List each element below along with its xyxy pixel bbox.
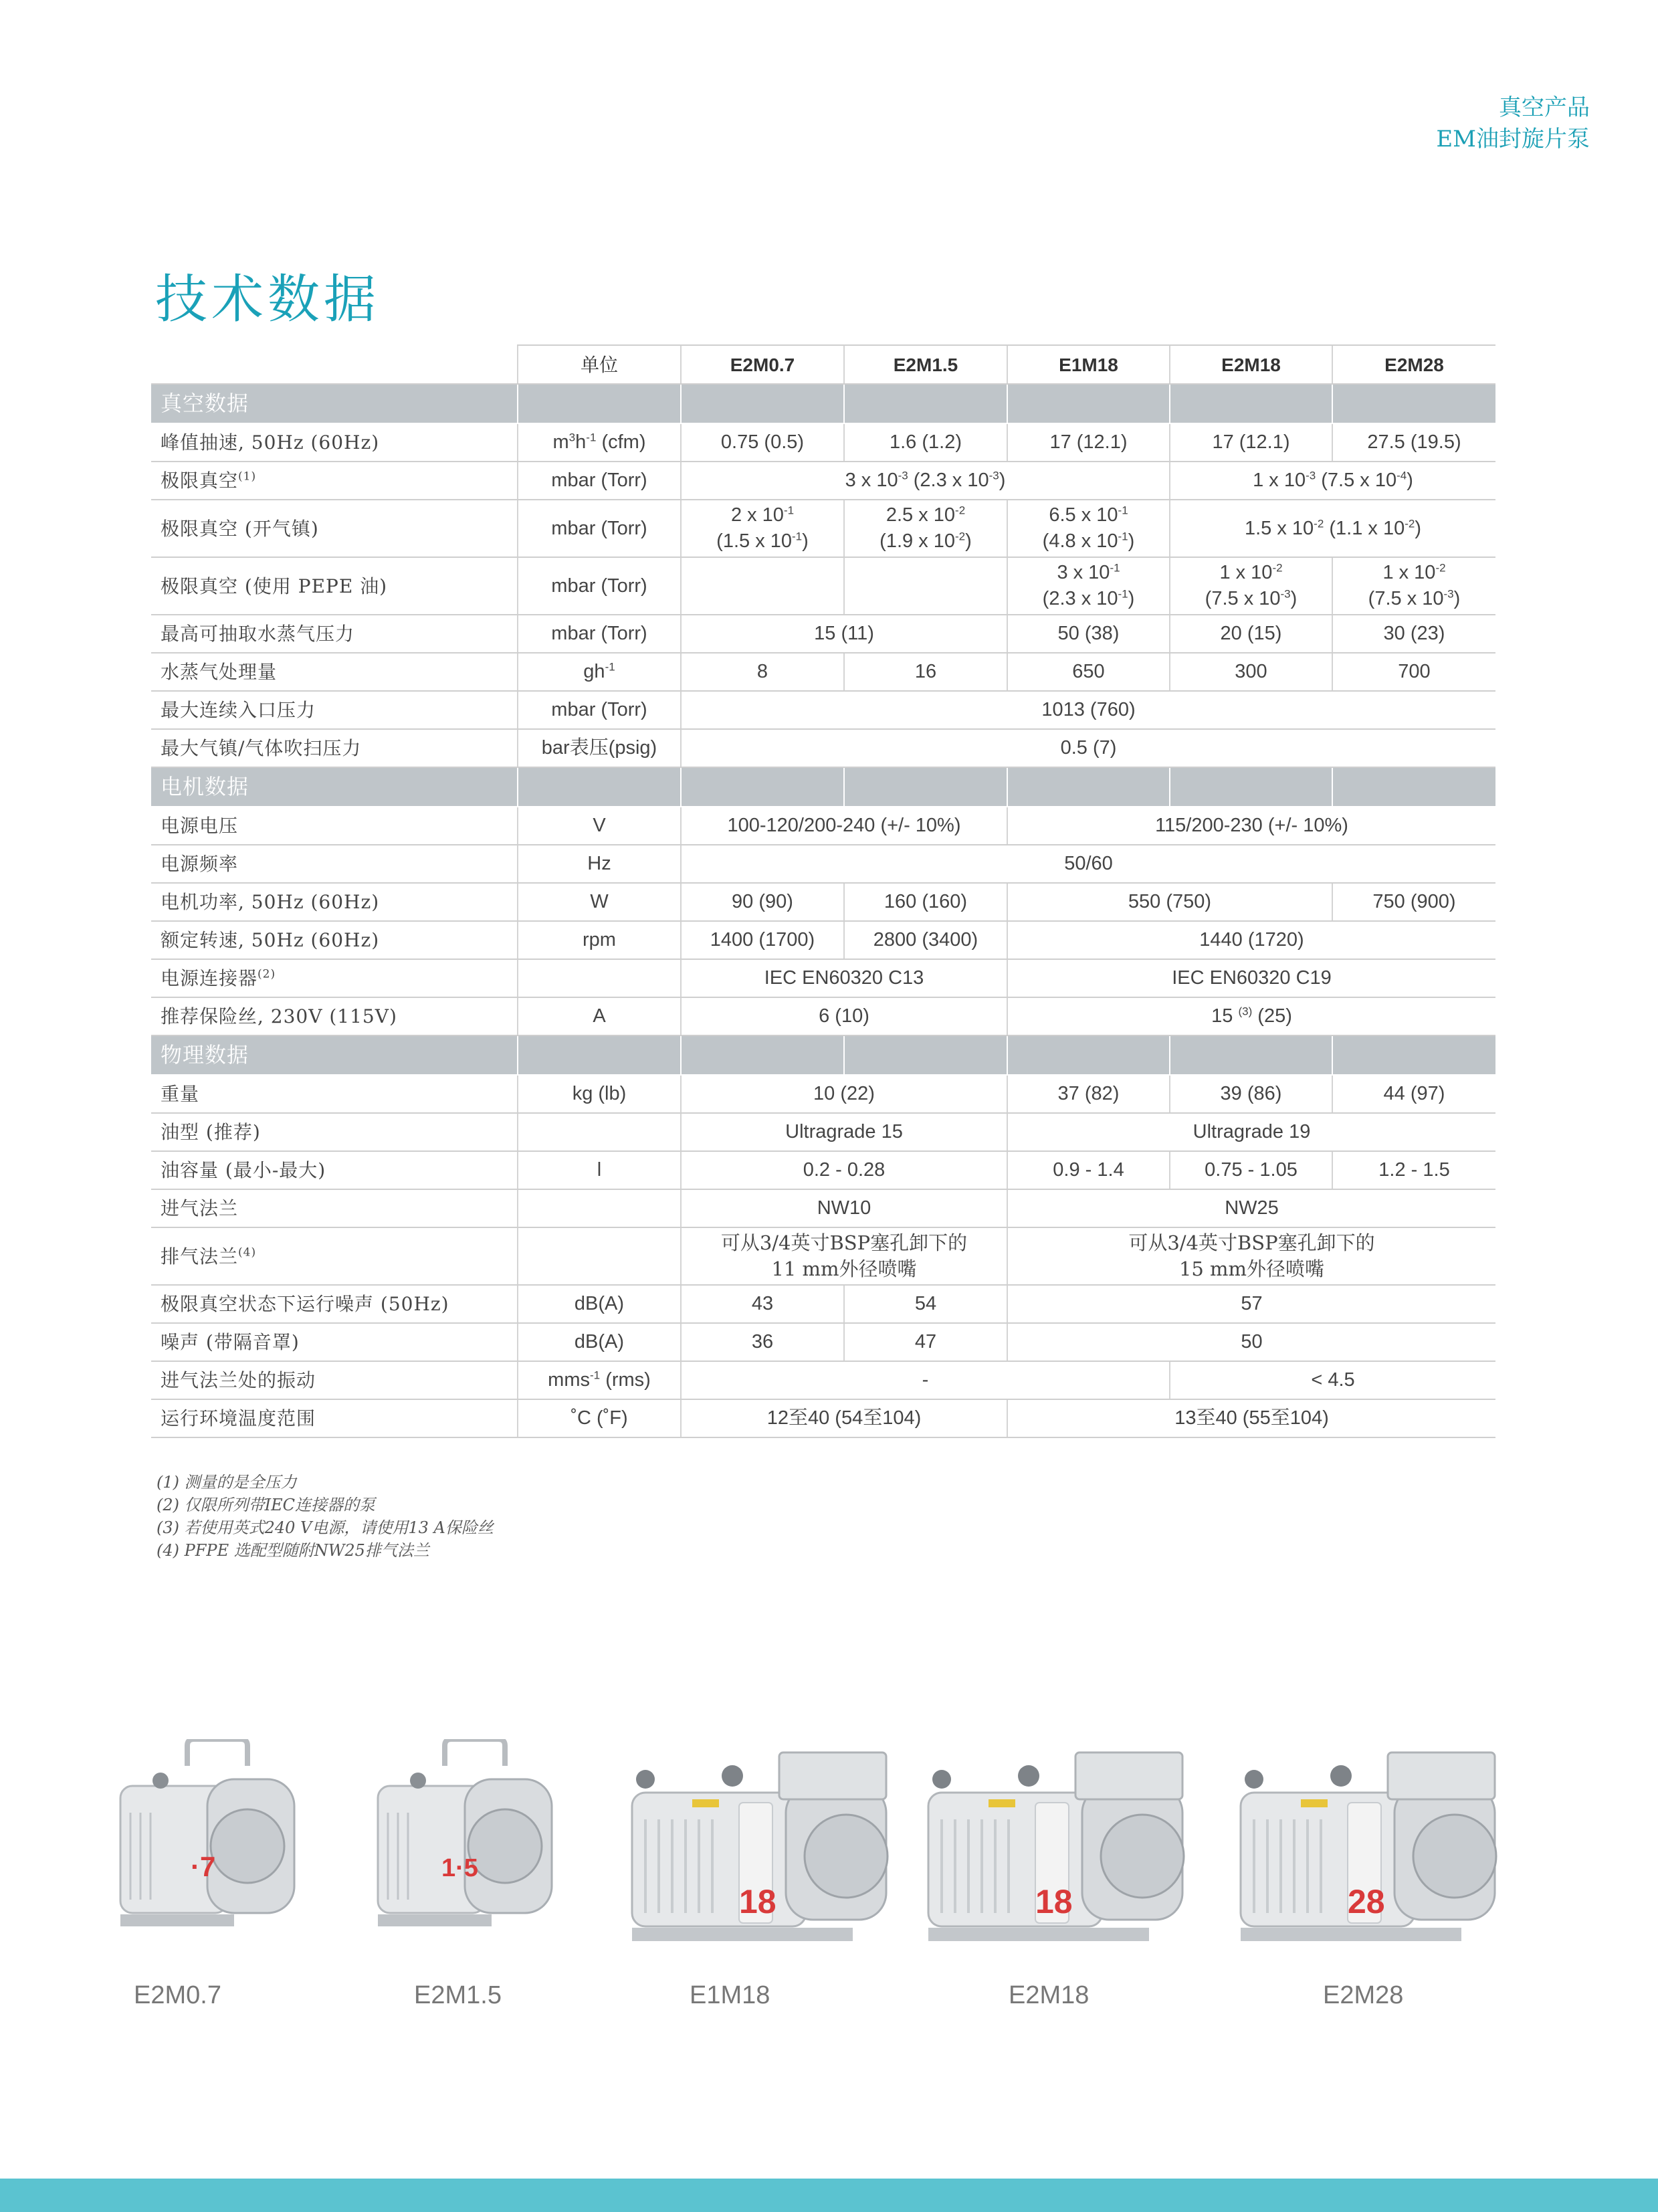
table-cell: 17 (12.1) [1007, 423, 1170, 462]
table-cell: 最大气镇/气体吹扫压力 [151, 729, 518, 767]
table-cell: 额定转速, 50Hz (60Hz) [151, 921, 518, 959]
table-cell [518, 384, 681, 423]
table-cell: 电源电压 [151, 807, 518, 845]
table-cell: mbar (Torr) [518, 557, 681, 615]
table-cell: 1 x $10^{-2}$ (7.5 x $10^{-3}$) [1170, 557, 1332, 615]
header-unit: 单位 [518, 345, 681, 384]
table-cell: 最大连续入口压力 [151, 691, 518, 729]
table-cell: bar表压(psig) [518, 729, 681, 767]
product-badge: 18 [1035, 1883, 1073, 1920]
table-cell [1170, 1035, 1332, 1075]
table-cell [681, 557, 844, 615]
table-cell [681, 1035, 844, 1075]
table-header-row [151, 345, 1495, 384]
product-name: E2M1.5 [414, 1981, 502, 2009]
table-cell [681, 384, 844, 423]
table-row [151, 1399, 1495, 1437]
table-cell [518, 1189, 681, 1227]
table-cell: 20 (15) [1170, 615, 1332, 653]
table-cell: 水蒸气处理量 [151, 653, 518, 691]
table-cell: 90 (90) [681, 883, 844, 921]
header-subcategory: EM油封旋片泵 [1436, 126, 1590, 153]
product-e1m18 [625, 1739, 920, 2009]
footnote: (1) 测量的是全压力 [157, 1473, 297, 1492]
table-cell: - [681, 1361, 1170, 1399]
table-row [151, 557, 1495, 615]
table-cell: 1.2 - 1.5 [1332, 1151, 1495, 1189]
table-cell: 160 (160) [844, 883, 1007, 921]
table-row [151, 500, 1495, 557]
pump-image [922, 1739, 1216, 1960]
header-model: E2M28 [1332, 345, 1495, 384]
table-cell: Ultragrade 19 [1007, 1113, 1495, 1151]
table-cell: 13至40 (55至104) [1007, 1399, 1495, 1437]
table-cell: 100-120/200-240 (+/- 10%) [681, 807, 1007, 845]
table-cell: 极限真空 (开气镇) [151, 500, 518, 557]
table-cell: kg (lb) [518, 1075, 681, 1113]
table-cell [518, 1227, 681, 1285]
footnote: (3) 若使用英式240 V电源，请使用13 A保险丝 [157, 1518, 494, 1537]
page-title: 技术数据 [155, 270, 381, 330]
table-cell [518, 767, 681, 807]
table-cell: 3 x $10^{-1}$ (2.3 x $10^{-1}$) [1007, 557, 1170, 615]
table-cell: l [518, 1151, 681, 1189]
table-row [151, 883, 1495, 921]
table-cell: 15 (11) [681, 615, 1007, 653]
table-cell: 57 [1007, 1285, 1495, 1323]
table-row [151, 1323, 1495, 1361]
table-row [151, 921, 1495, 959]
table-cell [844, 767, 1007, 807]
table-cell [518, 1113, 681, 1151]
table-cell [844, 557, 1007, 615]
table-cell: 54 [844, 1285, 1007, 1323]
pump-image [1234, 1739, 1528, 1960]
table-cell: W [518, 883, 681, 921]
table-row [151, 1285, 1495, 1323]
table-row [151, 1113, 1495, 1151]
table-cell: dB(A) [518, 1285, 681, 1323]
footnote: (2) 仅限所列带IEC连接器的泵 [157, 1496, 375, 1514]
table-cell: 750 (900) [1332, 883, 1495, 921]
table-cell: mbar (Torr) [518, 691, 681, 729]
table-row [151, 1189, 1495, 1227]
pump-image [365, 1739, 579, 1940]
table-cell: 47 [844, 1323, 1007, 1361]
table-cell: 重量 [151, 1075, 518, 1113]
table-cell: 0.75 - 1.05 [1170, 1151, 1332, 1189]
table-row [151, 959, 1495, 997]
table-cell: 排气法兰$^{(4)}$ [151, 1227, 518, 1285]
table-cell: $m^3h^{-1}$ (cfm) [518, 423, 681, 462]
table-row [151, 615, 1495, 653]
product-e2m07 [107, 1739, 321, 2009]
header-model: E2M0.7 [681, 345, 844, 384]
pump-image [625, 1739, 920, 1960]
table-cell: 1013 (760) [681, 691, 1495, 729]
table-cell: $gh^{-1}$ [518, 653, 681, 691]
table-cell: dB(A) [518, 1323, 681, 1361]
table-cell: V [518, 807, 681, 845]
product-badge: ·7 [191, 1851, 216, 1882]
table-cell [1007, 1035, 1170, 1075]
product-e2m18 [922, 1739, 1216, 2009]
table-cell: 电机功率, 50Hz (60Hz) [151, 883, 518, 921]
table-cell: 电源连接器$^{(2)}$ [151, 959, 518, 997]
table-cell: 极限真空$^{(1)}$ [151, 462, 518, 500]
table-cell: 12至40 (54至104) [681, 1399, 1007, 1437]
table-cell: 115/200-230 (+/- 10%) [1007, 807, 1495, 845]
header-category-block [1436, 92, 1590, 155]
table-row [151, 997, 1495, 1035]
table-cell: 300 [1170, 653, 1332, 691]
table-cell: 0.2 - 0.28 [681, 1151, 1007, 1189]
table-cell: 2 x $10^{-1}$ (1.5 x $10^{-1}$) [681, 500, 844, 557]
product-e2m28 [1234, 1739, 1528, 2009]
table-cell: mbar (Torr) [518, 462, 681, 500]
table-cell: 700 [1332, 653, 1495, 691]
header-model: E2M1.5 [844, 345, 1007, 384]
product-name: E1M18 [690, 1981, 770, 2009]
table-cell [1007, 767, 1170, 807]
table-cell [518, 1035, 681, 1075]
table-cell: 极限真空 (使用 PEPE 油) [151, 557, 518, 615]
table-cell: 550 (750) [1007, 883, 1332, 921]
table-cell [1170, 384, 1332, 423]
table-cell [518, 959, 681, 997]
footnote: (4) PFPE 选配型随附NW25排气法兰 [157, 1541, 429, 1560]
table-cell: 1.5 x $10^{-2}$ (1.1 x $10^{-2}$) [1170, 500, 1495, 557]
table-row [151, 423, 1495, 462]
table-cell: NW25 [1007, 1189, 1495, 1227]
section-motor [151, 767, 1495, 807]
table-cell: 650 [1007, 653, 1170, 691]
table-cell: 可从3/4英寸BSP塞孔卸下的 15 mm外径喷嘴 [1007, 1227, 1495, 1285]
table-cell: 30 (23) [1332, 615, 1495, 653]
section-title: 真空数据 [151, 384, 518, 423]
table-cell: 可从3/4英寸BSP塞孔卸下的 11 mm外径喷嘴 [681, 1227, 1007, 1285]
table-row [151, 1227, 1495, 1285]
spec-table [151, 344, 1495, 1438]
table-row [151, 845, 1495, 883]
table-cell: 峰值抽速, 50Hz (60Hz) [151, 423, 518, 462]
product-badge: 18 [739, 1883, 776, 1920]
table-cell: 50 (38) [1007, 615, 1170, 653]
table-cell: Ultragrade 15 [681, 1113, 1007, 1151]
table-cell: 噪声 (带隔音罩) [151, 1323, 518, 1361]
table-cell: IEC EN60320 C19 [1007, 959, 1495, 997]
table-cell: 运行环境温度范围 [151, 1399, 518, 1437]
table-cell: ˚C (˚F) [518, 1399, 681, 1437]
table-cell: 2800 (3400) [844, 921, 1007, 959]
table-row [151, 1361, 1495, 1399]
table-cell: 39 (86) [1170, 1075, 1332, 1113]
section-title: 电机数据 [151, 767, 518, 807]
table-cell: 10 (22) [681, 1075, 1007, 1113]
table-cell [844, 384, 1007, 423]
table-cell: A [518, 997, 681, 1035]
header-model: E1M18 [1007, 345, 1170, 384]
table-row [151, 729, 1495, 767]
table-cell: 0.75 (0.5) [681, 423, 844, 462]
table-cell [681, 767, 844, 807]
table-cell: 最高可抽取水蒸气压力 [151, 615, 518, 653]
table-row [151, 1151, 1495, 1189]
table-cell: 50/60 [681, 845, 1495, 883]
table-cell [1170, 767, 1332, 807]
table-row [151, 653, 1495, 691]
table-cell: 电源频率 [151, 845, 518, 883]
table-cell: 6 (10) [681, 997, 1007, 1035]
table-cell: 50 [1007, 1323, 1495, 1361]
table-cell: 36 [681, 1323, 844, 1361]
footnotes [157, 1471, 494, 1562]
table-cell: mms$^{-1}$ (rms) [518, 1361, 681, 1399]
table-cell: IEC EN60320 C13 [681, 959, 1007, 997]
table-cell: 6.5 x $10^{-1}$ (4.8 x $10^{-1}$) [1007, 500, 1170, 557]
table-cell: 1 x $10^{-2}$ (7.5 x $10^{-3}$) [1332, 557, 1495, 615]
table-cell: 极限真空状态下运行噪声 (50Hz) [151, 1285, 518, 1323]
table-cell [1332, 384, 1495, 423]
table-cell: 16 [844, 653, 1007, 691]
table-cell: 3 x $10^{-3}$ (2.3 x $10^{-3}$) [681, 462, 1170, 500]
table-cell: mbar (Torr) [518, 615, 681, 653]
table-cell: 油容量 (最小-最大) [151, 1151, 518, 1189]
header-category: 真空产品 [1499, 94, 1590, 121]
header-blank [151, 345, 518, 384]
table-cell: 推荐保险丝, 230V (115V) [151, 997, 518, 1035]
section-vacuum [151, 384, 1495, 423]
table-cell: 44 (97) [1332, 1075, 1495, 1113]
table-cell [1332, 767, 1495, 807]
table-cell: 37 (82) [1007, 1075, 1170, 1113]
table-cell: 8 [681, 653, 844, 691]
product-name: E2M0.7 [134, 1981, 221, 2009]
product-badge: 28 [1348, 1883, 1385, 1920]
table-cell: 1440 (1720) [1007, 921, 1495, 959]
table-cell: 1.6 (1.2) [844, 423, 1007, 462]
table-cell: rpm [518, 921, 681, 959]
table-cell: 43 [681, 1285, 844, 1323]
table-cell [1007, 384, 1170, 423]
product-e2m15 [365, 1739, 579, 2009]
product-badge: 1·5 [441, 1854, 478, 1882]
table-row [151, 807, 1495, 845]
table-cell: 2.5 x $10^{-2}$ (1.9 x $10^{-2}$) [844, 500, 1007, 557]
table-row [151, 1075, 1495, 1113]
table-cell: 17 (12.1) [1170, 423, 1332, 462]
table-cell: Hz [518, 845, 681, 883]
table-cell: 0.5 (7) [681, 729, 1495, 767]
table-row [151, 691, 1495, 729]
section-title: 物理数据 [151, 1035, 518, 1075]
table-cell: mbar (Torr) [518, 500, 681, 557]
table-cell: 油型 (推荐) [151, 1113, 518, 1151]
table-cell: 进气法兰处的振动 [151, 1361, 518, 1399]
pump-image [107, 1739, 321, 1940]
table-cell: 进气法兰 [151, 1189, 518, 1227]
table-cell: 15 $^{(3)}$ (25) [1007, 997, 1495, 1035]
product-name: E2M28 [1323, 1981, 1404, 2009]
table-cell: 1 x $10^{-3}$ (7.5 x $10^{-4}$) [1170, 462, 1495, 500]
table-row [151, 462, 1495, 500]
table-cell [1332, 1035, 1495, 1075]
table-cell: 27.5 (19.5) [1332, 423, 1495, 462]
product-name: E2M18 [1009, 1981, 1090, 2009]
table-cell: < 4.5 [1170, 1361, 1495, 1399]
section-physical [151, 1035, 1495, 1075]
table-cell: NW10 [681, 1189, 1007, 1227]
table-cell: 0.9 - 1.4 [1007, 1151, 1170, 1189]
product-gallery [0, 1739, 1658, 2020]
table-cell [844, 1035, 1007, 1075]
header-model: E2M18 [1170, 345, 1332, 384]
footer-bar [0, 2179, 1658, 2212]
table-cell: 1400 (1700) [681, 921, 844, 959]
